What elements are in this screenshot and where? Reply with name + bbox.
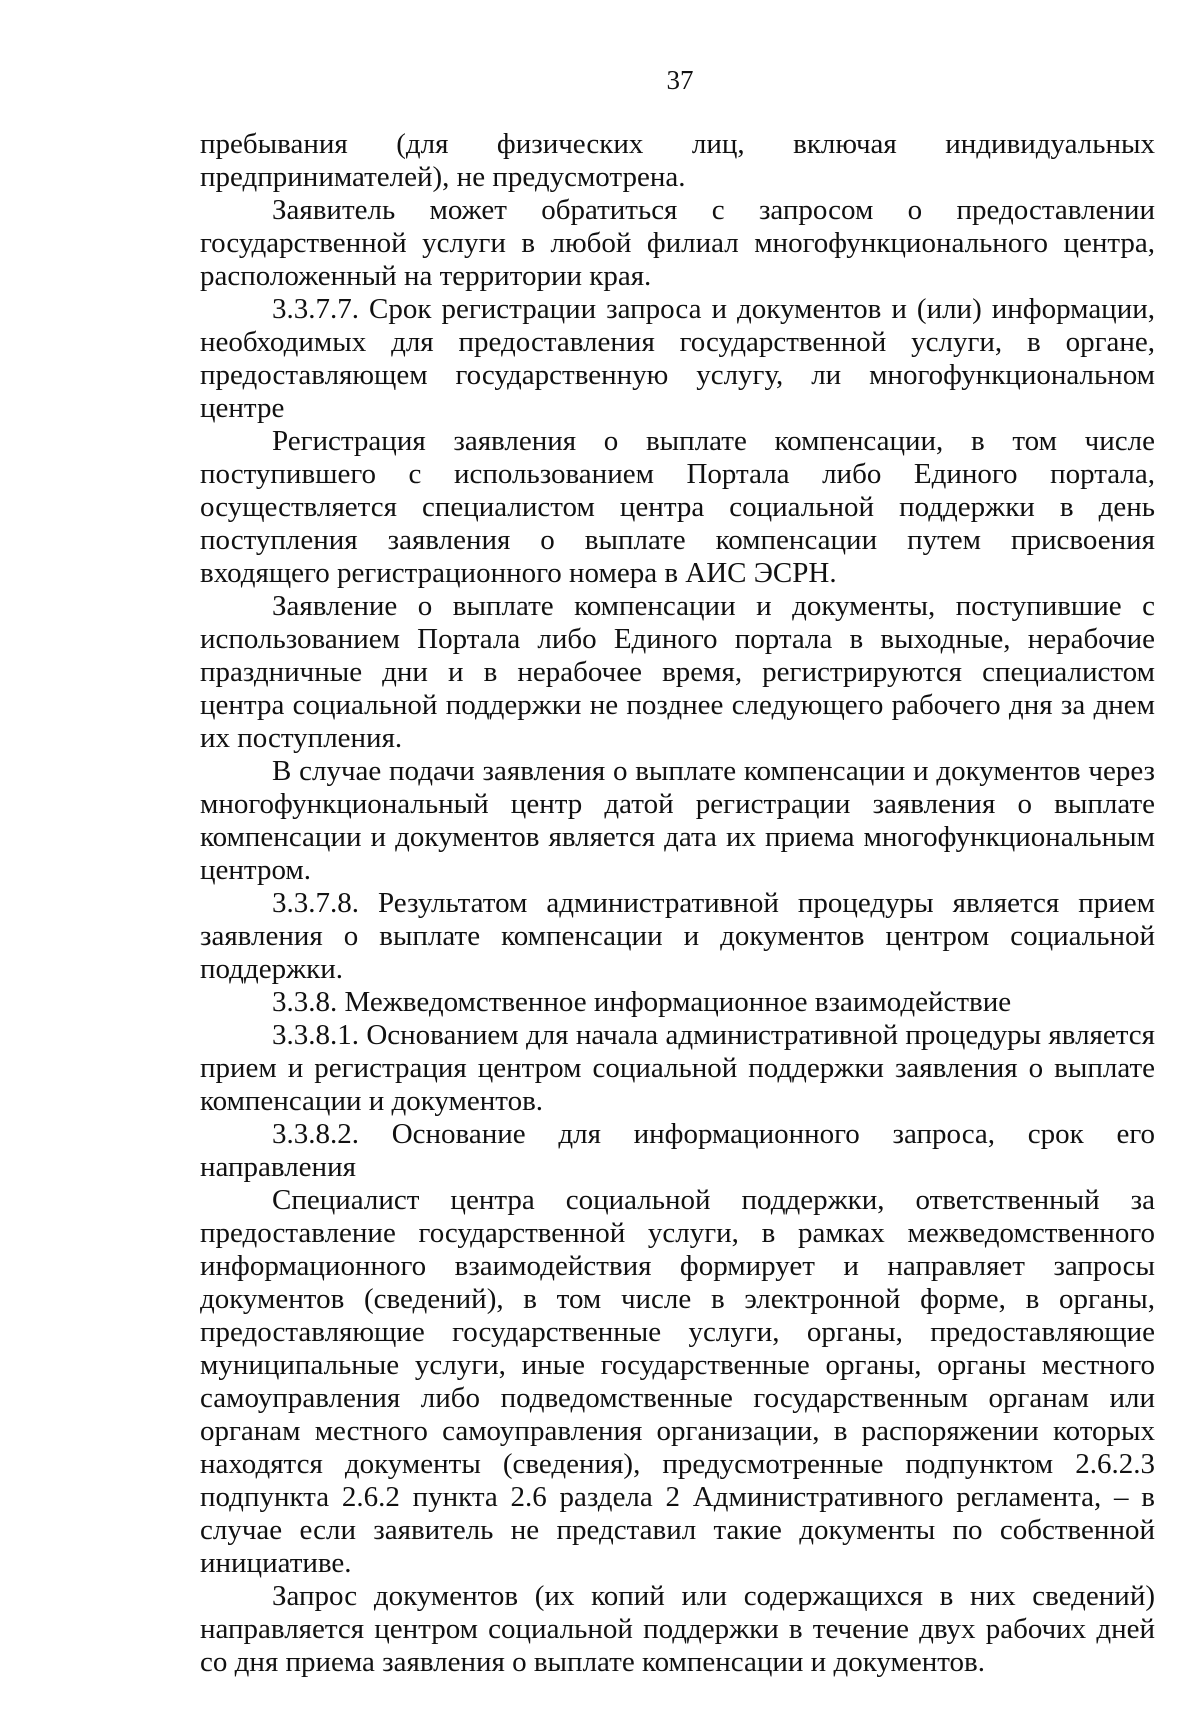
paragraph: 3.3.8.2. Основание для информационного запроса, срок его направления <box>200 1118 1155 1183</box>
paragraph: Заявитель может обратиться с запросом о предоставлении государственной услуги в любой филиал многофункционального центра, расположенный на территории края. <box>200 194 1155 292</box>
section-heading: 3.3.8. Межведомственное информационное взаимодействие <box>272 986 1012 1018</box>
paragraph: В случае подачи заявления о выплате компенсации и документов через многофункциональный центр датой регистрации заявления о выплате компенсации и документов является дата их приема многофункциональным центром. <box>200 755 1155 886</box>
paragraph: Специалист центра социальной поддержки, ответственный за предоставление государственной услуги, в рамках межведомственного информационного взаимодействия формирует и направляет запросы документов (сведений), в том числе в электронной форме, в органы, предоставляющие государственные услуги, органы, предоставляющие муниципальные услуги, иные государственные органы, органы местного самоуправления либо подведомственные государственным органам или органам местного самоуправления организации, в распоряжении которых находятся документы (сведения), предусмотренные подпунктом 2.6.2.3 подпункта 2.6.2 пункта 2.6 раздела 2 Административного регламента, – в случае если заявитель не представил такие документы по собственной инициативе. <box>200 1184 1155 1579</box>
document-body <box>200 128 1155 1679</box>
paragraph: пребывания (для физических лиц, включая индивидуальных предпринимателей), не предусмотрена. <box>200 128 1155 193</box>
paragraph: Заявление о выплате компенсации и документы, поступившие с использованием Портала либо Единого портала в выходные, нерабочие праздничные дни и в нерабочее время, регистрируются специалистом центра социальной поддержки не позднее следующего рабочего дня за днем их поступления. <box>200 590 1155 754</box>
paragraph: 3.3.8.1. Основанием для начала административной процедуры является прием и регистрация центром социальной поддержки заявления о выплате компенсации и документов. <box>200 1019 1155 1117</box>
paragraph: 3.3.7.8. Результатом административной процедуры является прием заявления о выплате компенсации и документов центром социальной поддержки. <box>200 887 1155 985</box>
paragraph: Регистрация заявления о выплате компенсации, в том числе поступившего с использованием Портала либо Единого портала, осуществляется специалистом центра социальной поддержки в день поступления заявления о выплате компенсации путем присвоения входящего регистрационного номера в АИС ЭСРН. <box>200 425 1155 589</box>
paragraph: Запрос документов (их копий или содержащихся в них сведений) направляется центром социальной поддержки в течение двух рабочих дней со дня приема заявления о выплате компенсации и документов. <box>200 1580 1155 1678</box>
paragraph: 3.3.7.7. Срок регистрации запроса и документов и (или) информации, необходимых для предоставления государственной услуги, в органе, предоставляющем государственную услугу, ли многофункциональном центре <box>200 293 1155 424</box>
page-number: 37 <box>666 65 694 95</box>
